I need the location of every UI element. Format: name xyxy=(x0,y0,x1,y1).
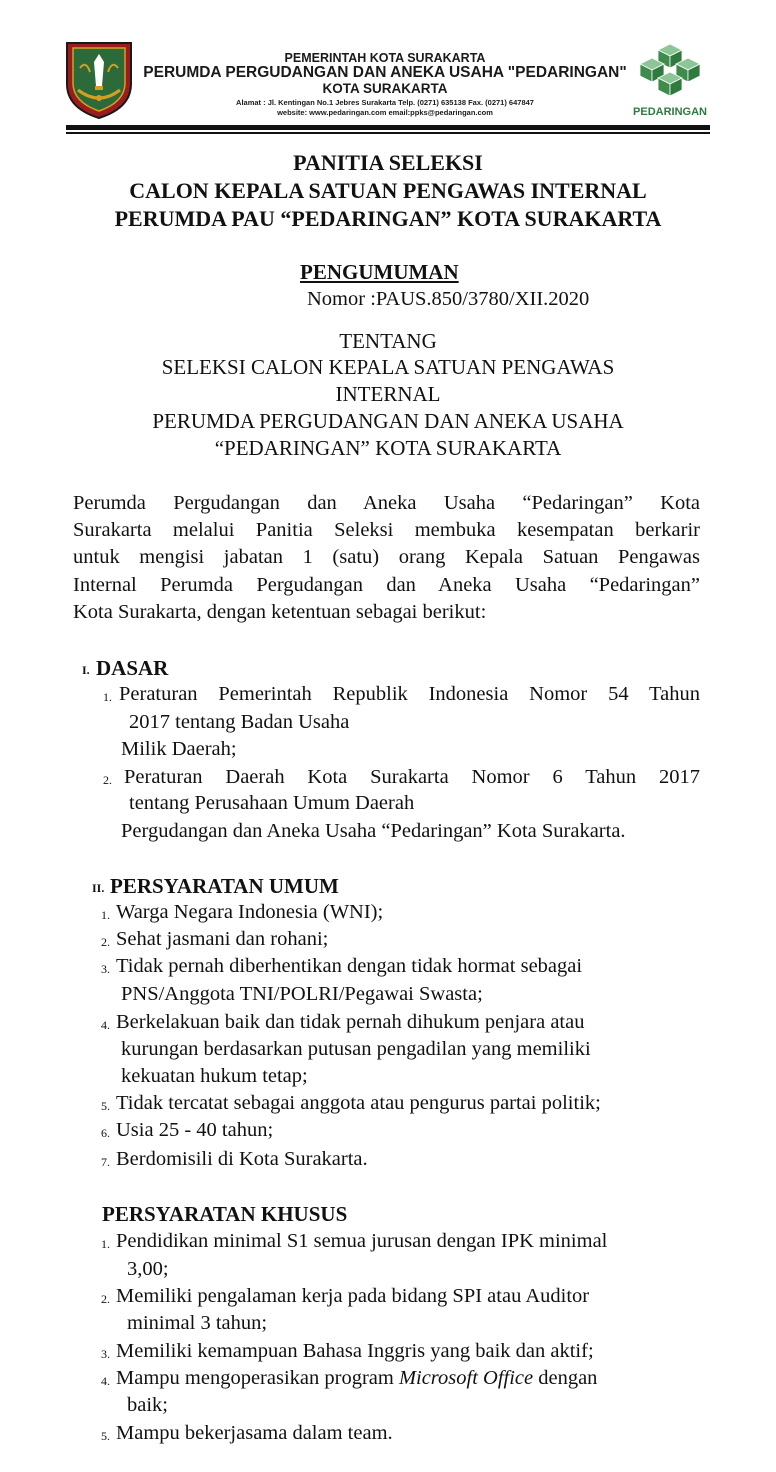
list-item-line: minimal 3 tahun; xyxy=(127,1312,268,1334)
list-item-line: tentang Perusahaan Umum Daerah xyxy=(129,792,415,814)
intro-line: Internal Perumda Pergudangan dan Aneka Usaha “Pedaringan” xyxy=(73,574,700,596)
list-number: 2. xyxy=(101,1292,110,1306)
list-item-line: Memiliki pengalaman kerja pada bidang SPI atau Auditor xyxy=(116,1285,590,1307)
list-item-line: Tidak tercatat sebagai anggota atau pengurus partai politik; xyxy=(116,1092,601,1114)
list-item-italic-text: Microsoft Office xyxy=(398,1367,534,1389)
list-number: 4. xyxy=(101,1374,110,1388)
announcement-about-line1: SELEKSI CALON KEPALA SATUAN PENGAWAS xyxy=(161,355,615,379)
pedaringan-logo-text: PEDARINGAN xyxy=(633,106,707,118)
list-item-line: Pergudangan dan Aneka Usaha “Pedaringan” Kota Surakarta. xyxy=(121,820,626,842)
list-item-line: Milik Daerah; xyxy=(121,738,237,760)
list-number: 5. xyxy=(101,1099,110,1113)
list-item-line: Warga Negara Indonesia (WNI); xyxy=(116,901,384,923)
list-item-line: Pendidikan minimal S1 semua jurusan dengan IPK minimal xyxy=(116,1230,608,1252)
list-item-line: Peraturan Pemerintah Republik Indonesia Nomor 54 Tahun xyxy=(119,683,700,705)
list-item-line: kurungan berdasarkan putusan pengadilan yang memiliki xyxy=(121,1038,591,1060)
letterhead-line1: PEMERINTAH KOTA SURAKARTA xyxy=(284,51,486,65)
section-title: PERSYARATAN KHUSUS xyxy=(102,1202,348,1226)
letterhead-divider-thin xyxy=(66,132,710,134)
intro-line: Perumda Pergudangan dan Aneka Usaha “Pedaringan” Kota xyxy=(73,492,700,514)
letterhead-divider-thick xyxy=(66,125,710,130)
list-number: 4. xyxy=(101,1018,110,1032)
list-item-line: Memiliki kemampuan Bahasa Inggris yang baik dan aktif; xyxy=(116,1340,594,1362)
list-number: 3. xyxy=(101,1347,110,1361)
section-number: II. xyxy=(92,881,105,895)
list-number: 1. xyxy=(101,908,110,922)
list-item-line: Tidak pernah diberhentikan dengan tidak hormat sebagai xyxy=(116,955,583,977)
list-number: 2. xyxy=(103,773,112,787)
letterhead-line3: KOTA SURAKARTA xyxy=(322,81,448,96)
section-title: PERSYARATAN UMUM xyxy=(110,874,339,898)
list-item-text: Mampu mengoperasikan program xyxy=(116,1367,399,1389)
announcement-about-line4: “PEDARINGAN” KOTA SURAKARTA xyxy=(214,436,562,460)
committee-title: PANITIA SELEKSI xyxy=(293,150,483,175)
announcement-title: PENGUMUMAN xyxy=(300,260,459,284)
list-number: 1. xyxy=(103,690,112,704)
intro-line: Kota Surakarta, dengan ketentuan sebagai berikut: xyxy=(73,601,487,623)
list-item-line: Peraturan Daerah Kota Surakarta Nomor 6 Tahun 2017 xyxy=(124,766,700,788)
announcement-about: TENTANG xyxy=(339,329,437,353)
letterhead-line2: PERUMDA PERGUDANGAN DAN ANEKA USAHA "PEDARINGAN" xyxy=(143,64,627,81)
list-item-line: Sehat jasmani dan rohani; xyxy=(116,928,329,950)
list-item-line: 3,00; xyxy=(127,1258,169,1280)
list-number: 5. xyxy=(101,1429,110,1443)
letterhead-website: website: www.pedaringan.com email:ppks@pedaringan.com xyxy=(277,108,493,117)
letterhead-address: Alamat : Jl. Kentingan No.1 Jebres Surakarta Telp. (0271) 635138 Fax. (0271) 647847 xyxy=(236,98,534,107)
city-seal-logo xyxy=(64,40,134,120)
list-item-line: Usia 25 - 40 tahun; xyxy=(116,1119,274,1141)
list-number: 2. xyxy=(101,935,110,949)
intro-line: Surakarta melalui Panitia Seleksi membuka kesempatan berkarir xyxy=(73,519,700,541)
list-item-line: Berdomisili di Kota Surakarta. xyxy=(116,1148,368,1170)
announcement-about-line3: PERUMDA PERGUDANGAN DAN ANEKA USAHA xyxy=(152,409,624,433)
list-number: 6. xyxy=(101,1126,110,1140)
list-item-line: 2017 tentang Badan Usaha xyxy=(129,711,350,733)
announcement-about-line2: INTERNAL xyxy=(335,382,441,406)
list-item-line: baik; xyxy=(127,1394,168,1416)
list-number: 1. xyxy=(101,1237,110,1251)
committee-subtitle: CALON KEPALA SATUAN PENGAWAS INTERNAL xyxy=(129,178,647,203)
intro-line: untuk mengisi jabatan 1 (satu) orang Kepala Satuan Pengawas xyxy=(73,546,700,568)
section-number: I. xyxy=(82,663,90,677)
list-item-text: dengan xyxy=(533,1367,598,1389)
list-item-line: kekuatan hukum tetap; xyxy=(121,1065,308,1087)
list-number: 7. xyxy=(101,1155,110,1169)
committee-organization: PERUMDA PAU “PEDARINGAN” KOTA SURAKARTA xyxy=(114,206,662,231)
list-item-line: Mampu bekerjasama dalam team. xyxy=(116,1422,393,1444)
list-item-line xyxy=(116,1367,597,1390)
announcement-number: Nomor :PAUS.850/3780/XII.2020 xyxy=(307,288,590,310)
list-number: 3. xyxy=(101,962,110,976)
pedaringan-cube-logo xyxy=(634,42,706,102)
section-title: DASAR xyxy=(96,656,169,680)
list-item-line: PNS/Anggota TNI/POLRI/Pegawai Swasta; xyxy=(121,983,483,1005)
list-item-line: Berkelakuan baik dan tidak pernah dihukum penjara atau xyxy=(116,1011,585,1033)
